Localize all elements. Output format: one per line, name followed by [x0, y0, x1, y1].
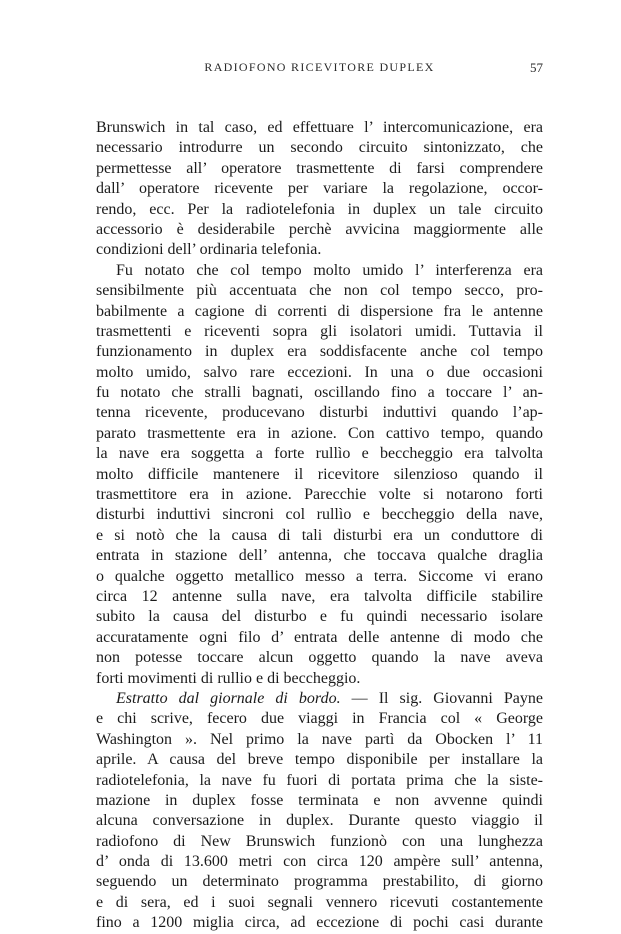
- text-line: trasmettitore era in azione. Parecchie volte si notarono forti: [96, 486, 543, 504]
- text-line: subito la causa del disturbo e fu quindi necessario isolare: [96, 608, 543, 626]
- text-line: Fu notato che col tempo molto umido l’ interferenza era: [116, 261, 543, 279]
- page-number: 57: [530, 60, 543, 75]
- text-line: accuratamente ogni filo d’ entrata delle antenne di modo che: [96, 628, 543, 646]
- text-line: parato trasmettente era in azione. Con cattivo tempo, quando: [96, 424, 543, 442]
- text-line: Brunswich in tal caso, ed effettuare l’ intercomunicazione, era: [96, 119, 543, 136]
- text-line: fu notato che stralli bagnati, oscillando fino a toccare l’ an-: [96, 384, 543, 402]
- text-line: entrata in stazione dell’ antenna, che toccava qualche draglia: [96, 547, 543, 565]
- text-line: babilmente a cagione di correnti di dispersione fra le antenne: [96, 302, 543, 320]
- text-line: d’ onda di 13.600 metri con circa 120 ampère sull’ antenna,: [96, 853, 543, 871]
- text-line: fino a 1200 miglia circa, ad eccezione di pochi casi durante: [96, 914, 543, 932]
- text-line: e si notò che la causa di tali disturbi era un conduttore di: [96, 526, 543, 544]
- page-header: [96, 60, 543, 80]
- extract-first-line: [96, 689, 543, 709]
- extract-heading: Estratto dal giornale di bordo.: [116, 689, 341, 707]
- text-line: o qualche oggetto metallico messo a terra. Siccome vi erano: [96, 567, 543, 585]
- text-line: non potesse toccare alcun oggetto quando la nave aveva: [96, 649, 543, 667]
- text-line: molto umido, salvo rare eccezioni. In una o due occasioni: [96, 363, 543, 381]
- body-text: [96, 118, 543, 934]
- text-line: molto difficile mantenere il ricevitore silenzioso quando il: [96, 465, 543, 483]
- text-line: disturbi induttivi sincroni col rullìo e beccheggio della nave,: [96, 506, 543, 524]
- text-line: necessario introdurre un secondo circuito sintonizzato, che: [96, 139, 543, 157]
- text-line: dall’ operatore ricevente per variare la regolazione, occor-: [96, 180, 543, 198]
- text-line: rendo, ecc. Per la radiotelefonia in duplex un tale circuito: [96, 200, 543, 218]
- running-title: RADIOFONO RICEVITORE DUPLEX: [204, 60, 435, 74]
- text-line: Washington ». Nel primo la nave partì da Obocken l’ 11: [96, 730, 543, 748]
- text-line: condizioni dell’ ordinaria telefonia.: [96, 241, 322, 259]
- text-line: funzionamento in duplex era soddisfacente anche col tempo: [96, 343, 543, 361]
- text-line: e chi scrive, fecero due viaggi in Francia col « George: [96, 710, 543, 728]
- text-line: permettesse all’ operatore trasmettente di farsi comprendere: [96, 159, 543, 177]
- text-line: mazione in duplex fosse terminata e non avvenne quindi: [96, 791, 543, 809]
- extract-first-line-rest: — Il sig. Giovanni Payne: [340, 689, 543, 707]
- text-line: la nave era soggetta a forte rullìo e beccheggio era talvolta: [96, 445, 543, 463]
- text-line: radiofono di New Brunswich funzionò con una lunghezza: [96, 832, 543, 850]
- text-line: circa 12 antenne sulla nave, era talvolta difficile stabilire: [96, 587, 543, 605]
- text-line: seguendo un determinato programma prestabilito, di giorno: [96, 873, 543, 891]
- text-line: tenna ricevente, producevano disturbi induttivi quando l’ap-: [96, 404, 543, 422]
- text-line: e di sera, ed i suoi segnali vennero ricevuti costantemente: [96, 893, 543, 911]
- text-line: accessorio è desiderabile perchè avvicina maggiormente alle: [96, 220, 543, 238]
- text-line: aprile. A causa del breve tempo disponibile per installare la: [96, 751, 543, 769]
- text-line: radiotelefonia, la nave fu fuori di portata prima che la siste-: [96, 771, 543, 789]
- text-line: alcuna conversazione in duplex. Durante questo viaggio il: [96, 812, 543, 830]
- text-line: forti movimenti di rullio e di beccheggio.: [96, 669, 361, 687]
- text-line: sensibilmente più accentuata che non col tempo secco, pro-: [96, 282, 543, 300]
- text-line: trasmettenti e riceventi sopra gli isolatori umidi. Tuttavia il: [96, 322, 543, 340]
